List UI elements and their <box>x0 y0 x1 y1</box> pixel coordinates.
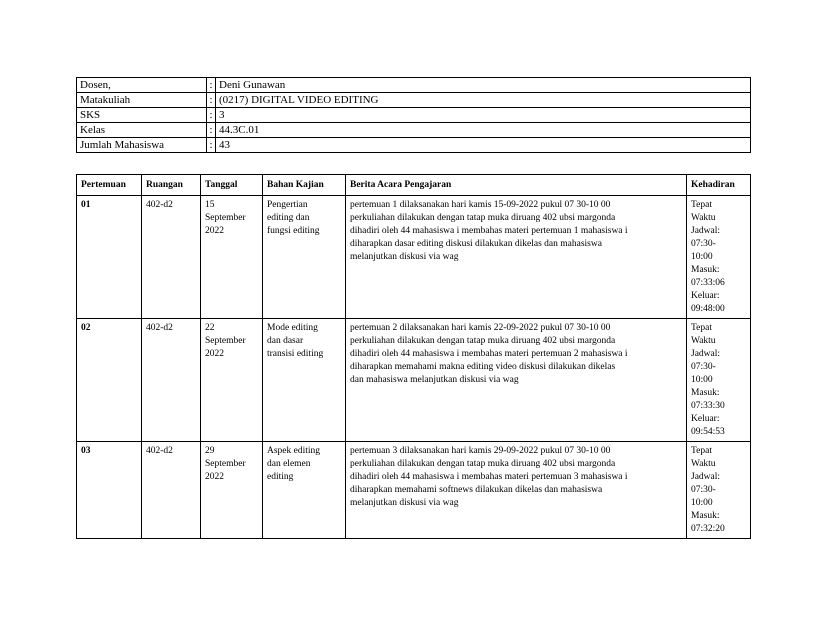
cell-kehadiran-line: 10:00 <box>691 252 713 262</box>
cell-tanggal-line: September <box>205 459 246 469</box>
cell-kehadiran-line: 07:33:06 <box>691 278 725 288</box>
cell-berita-acara-line: perkuliahan dilakukan dengan tatap muka diruang 402 ubsi margonda <box>350 459 616 469</box>
cell-tanggal-line: 2022 <box>205 226 224 236</box>
cell-tanggal-line: 22 <box>205 323 215 333</box>
cell-kehadiran-line: Masuk: <box>691 388 720 398</box>
cell-berita-acara-line: diharapkan dasar editing diskusi dilakukan dikelas dan mahasiswa <box>350 239 602 249</box>
cell-berita-acara-line: dihadiri oleh 44 mahasiswa i membahas materi pertemuan 1 mahasiswa i <box>350 226 628 236</box>
cell-tanggal <box>201 196 263 319</box>
schedule-header-row <box>77 175 751 196</box>
cell-berita-acara-line: pertemuan 2 dilaksanakan hari kamis 22-09-2022 pukul 07 30-10 00 <box>350 323 611 333</box>
cell-tanggal <box>201 319 263 442</box>
cell-kehadiran-line: Tepat <box>691 323 712 333</box>
cell-tanggal-line: 2022 <box>205 472 224 482</box>
header-bahan-kajian: Bahan Kajian <box>263 175 346 196</box>
cell-bahan-kajian <box>263 319 346 442</box>
info-row <box>77 123 751 138</box>
info-separator: : <box>207 108 216 123</box>
cell-berita-acara-line: dihadiri oleh 44 mahasiswa i membahas materi pertemuan 2 mahasiswa i <box>350 349 628 359</box>
cell-kehadiran-line: 07:30- <box>691 239 716 249</box>
cell-kehadiran <box>687 196 751 319</box>
cell-berita-acara-line: diharapkan memahami makna editing video diskusi dilakukan dikelas <box>350 362 616 372</box>
info-value: Deni Gunawan <box>216 78 751 93</box>
cell-kehadiran-line: 10:00 <box>691 375 713 385</box>
cell-kehadiran-line: 07:33:30 <box>691 401 725 411</box>
info-row <box>77 93 751 108</box>
cell-berita-acara-line: pertemuan 3 dilaksanakan hari kamis 29-09-2022 pukul 07 30-10 00 <box>350 446 611 456</box>
info-separator: : <box>207 138 216 153</box>
cell-bahan-kajian-line: dan dasar <box>267 336 304 346</box>
info-separator: : <box>207 93 216 108</box>
header-berita-acara: Berita Acara Pengajaran <box>346 175 687 196</box>
cell-kehadiran-line: Jadwal: <box>691 349 721 359</box>
cell-kehadiran-line: Keluar: <box>691 291 720 301</box>
cell-kehadiran-line: Tepat <box>691 446 712 456</box>
info-separator: : <box>207 78 216 93</box>
cell-bahan-kajian-line: editing <box>267 472 294 482</box>
cell-berita-acara-line: melanjutkan diskusi via wag <box>350 252 459 262</box>
info-row <box>77 138 751 153</box>
cell-bahan-kajian-line: Pengertian <box>267 200 308 210</box>
cell-kehadiran-line: 10:00 <box>691 498 713 508</box>
info-label: Jumlah Mahasiswa <box>77 138 207 153</box>
info-row <box>77 108 751 123</box>
cell-tanggal-line: 2022 <box>205 349 224 359</box>
cell-pertemuan: 02 <box>77 319 142 442</box>
cell-bahan-kajian-line: dan elemen <box>267 459 311 469</box>
schedule-row <box>77 319 751 442</box>
cell-bahan-kajian-line: transisi editing <box>267 349 324 359</box>
cell-tanggal <box>201 442 263 539</box>
cell-pertemuan: 01 <box>77 196 142 319</box>
cell-bahan-kajian <box>263 196 346 319</box>
cell-kehadiran-line: 07:30- <box>691 485 716 495</box>
cell-kehadiran-line: 09:48:00 <box>691 304 725 314</box>
schedule-row <box>77 196 751 319</box>
cell-kehadiran-line: 07:32:20 <box>691 524 725 534</box>
cell-berita-acara-line: perkuliahan dilakukan dengan tatap muka diruang 402 ubsi margonda <box>350 336 616 346</box>
cell-kehadiran-line: Waktu <box>691 213 716 223</box>
cell-ruangan: 402-d2 <box>142 319 201 442</box>
cell-bahan-kajian-line: fungsi editing <box>267 226 320 236</box>
cell-kehadiran <box>687 442 751 539</box>
cell-berita-acara-line: dan mahasiswa melanjutkan diskusi via wag <box>350 375 519 385</box>
cell-pertemuan: 03 <box>77 442 142 539</box>
info-label: Kelas <box>77 123 207 138</box>
cell-bahan-kajian-line: Aspek editing <box>267 446 321 456</box>
header-tanggal: Tanggal <box>201 175 263 196</box>
cell-kehadiran <box>687 319 751 442</box>
course-info-table <box>76 77 751 153</box>
cell-kehadiran-line: Tepat <box>691 200 712 210</box>
cell-bahan-kajian <box>263 442 346 539</box>
cell-tanggal-line: September <box>205 336 246 346</box>
cell-tanggal-line: 15 <box>205 200 215 210</box>
cell-tanggal-line: September <box>205 213 246 223</box>
info-value: (0217) DIGITAL VIDEO EDITING <box>216 93 751 108</box>
info-value: 43 <box>216 138 751 153</box>
info-value: 44.3C.01 <box>216 123 751 138</box>
info-row <box>77 78 751 93</box>
header-ruangan: Ruangan <box>142 175 201 196</box>
cell-bahan-kajian-line: editing dan <box>267 213 310 223</box>
cell-kehadiran-line: Masuk: <box>691 511 720 521</box>
header-pertemuan: Pertemuan <box>77 175 142 196</box>
cell-kehadiran-line: Masuk: <box>691 265 720 275</box>
cell-berita-acara-line: pertemuan 1 dilaksanakan hari kamis 15-09-2022 pukul 07 30-10 00 <box>350 200 611 210</box>
info-value: 3 <box>216 108 751 123</box>
cell-ruangan: 402-d2 <box>142 442 201 539</box>
schedule-row <box>77 442 751 539</box>
info-label: Matakuliah <box>77 93 207 108</box>
cell-berita-acara <box>346 319 687 442</box>
cell-kehadiran-line: Jadwal: <box>691 226 721 236</box>
info-label: Dosen, <box>77 78 207 93</box>
cell-kehadiran-line: 07:30- <box>691 362 716 372</box>
cell-kehadiran-line: Waktu <box>691 336 716 346</box>
header-kehadiran: Kehadiran <box>687 175 751 196</box>
info-label: SKS <box>77 108 207 123</box>
cell-berita-acara-line: perkuliahan dilakukan dengan tatap muka diruang 402 ubsi margonda <box>350 213 616 223</box>
cell-bahan-kajian-line: Mode editing <box>267 323 318 333</box>
cell-berita-acara-line: diharapkan memahami softnews dilakukan dikelas dan mahasiswa <box>350 485 603 495</box>
cell-tanggal-line: 29 <box>205 446 215 456</box>
cell-berita-acara <box>346 442 687 539</box>
schedule-table <box>76 174 751 539</box>
cell-kehadiran-line: Waktu <box>691 459 716 469</box>
cell-kehadiran-line: 09:54:53 <box>691 427 725 437</box>
info-separator: : <box>207 123 216 138</box>
cell-ruangan: 402-d2 <box>142 196 201 319</box>
cell-berita-acara <box>346 196 687 319</box>
cell-berita-acara-line: melanjutkan diskusi via wag <box>350 498 459 508</box>
cell-kehadiran-line: Keluar: <box>691 414 720 424</box>
cell-kehadiran-line: Jadwal: <box>691 472 721 482</box>
cell-berita-acara-line: dihadiri oleh 44 mahasiswa i membahas materi pertemuan 3 mahasiswa i <box>350 472 628 482</box>
